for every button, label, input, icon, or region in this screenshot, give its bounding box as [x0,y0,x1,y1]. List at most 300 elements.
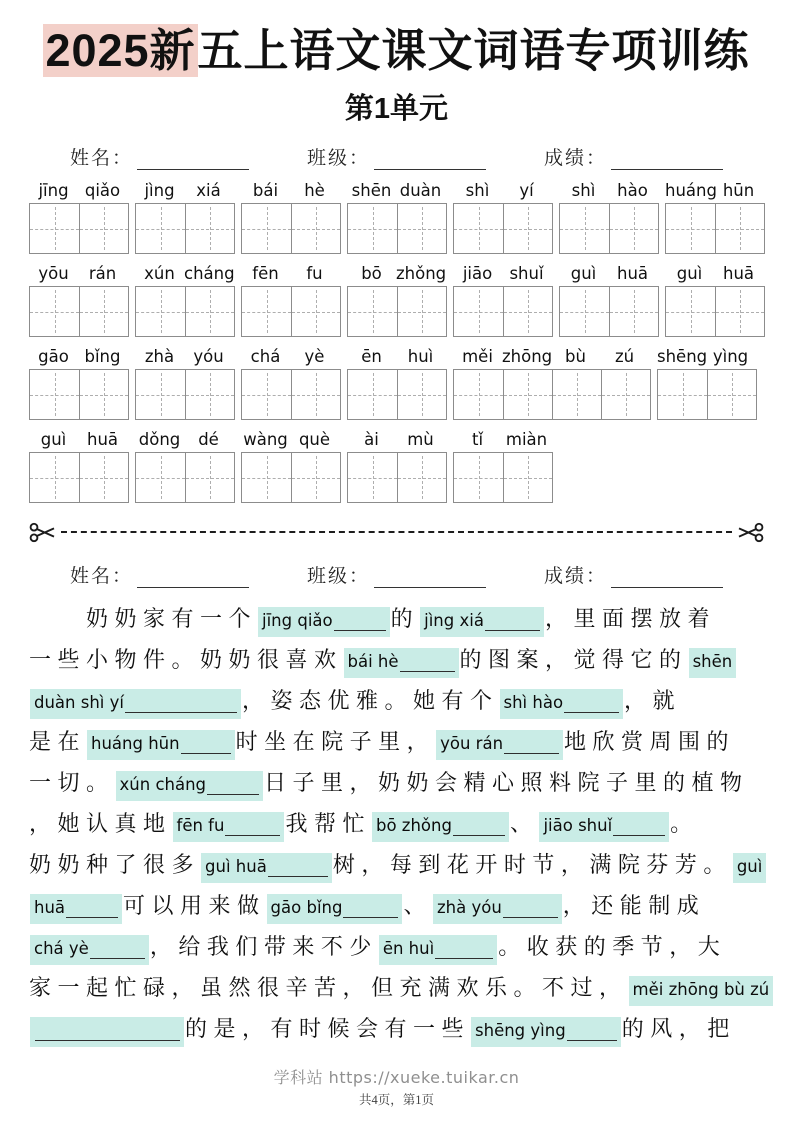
fill-blank [30,689,241,719]
pinyin-syllable: dé [198,430,219,449]
pinyin-word-group [347,342,447,420]
pinyin-syllable: huā [616,264,649,283]
blank-underline [503,917,558,918]
passage-text: 。 [670,811,699,836]
pinyin-syllable: shēn [351,181,392,200]
writing-cell [348,370,397,419]
pinyin-syllable: yìng [712,347,749,366]
passage-text: ，里面摆放着 [544,606,716,631]
class-field [307,561,486,588]
fill-blank [30,1017,184,1047]
fill-blank [436,730,563,760]
writing-cell [136,287,185,336]
class-blank-line [374,154,486,170]
writing-grid [347,203,447,254]
passage-text: 、 [403,893,432,918]
writing-cell [397,370,446,419]
pinyin-syllable: mù [407,430,434,449]
passage-text: 是在 [29,729,87,754]
blank-pinyin: bō zhǒng [375,816,452,836]
pinyin-syllable: zhōng [502,347,553,366]
blank-pinyin: ēn huì [382,939,435,959]
fill-blank [30,894,122,924]
pinyin-labels [347,425,447,452]
class-label: 班级： [306,148,370,169]
fill-blank [201,853,332,883]
pinyin-syllable: shuǐ [509,264,544,283]
score-label: 成绩： [544,148,608,169]
blank-pinyin: guì huā [205,857,267,877]
blank-pinyin: zhà yóu [436,898,502,918]
blank-underline [567,1040,617,1041]
writing-grid [453,286,553,337]
passage-line [29,844,764,885]
fill-blank [30,935,149,965]
fill-blank [689,648,737,678]
passage-text: 。收获的季节，大 [498,934,727,959]
blank-pinyin: jiāo shuǐ [543,816,613,836]
writing-cell [609,287,658,336]
pinyin-labels [347,342,447,369]
pinyin-grid-row [29,259,764,337]
writing-cell [185,287,234,336]
writing-grid [241,452,341,503]
pinyin-syllable: jīng [38,181,69,200]
scissors-icon [29,521,56,544]
pinyin-labels [453,176,553,203]
blank-underline [66,917,118,918]
pinyin-labels [29,425,129,452]
blank-pinyin: huáng hūn [91,734,180,754]
writing-grid [135,369,235,420]
pinyin-syllable: xiá [196,181,221,200]
name-field [70,561,249,588]
writing-grid [135,203,235,254]
passage-line [29,721,764,762]
fill-blank [420,607,544,637]
writing-cell [79,204,128,253]
pinyin-syllable: zhǒng [396,264,447,283]
passage-text: 可以用来做 [123,893,266,918]
writing-grid [241,369,341,420]
writing-cell [666,204,715,253]
pinyin-syllable: hào [617,181,648,200]
blank-pinyin: yōu rán [440,734,504,754]
title-rest: 五上语文课文词语专项训练 [197,25,750,76]
writing-grid [241,203,341,254]
writing-cell [454,204,503,253]
pinyin-word-group [657,342,757,420]
writing-cell [552,370,601,419]
fill-blank [433,894,562,924]
passage-text: 的 [390,606,420,631]
writing-cell [242,204,291,253]
name-field [70,143,249,170]
writing-grid [559,203,659,254]
writing-cell [242,453,291,502]
writing-cell [454,287,503,336]
pinyin-syllable: yè [304,347,325,366]
writing-cell [397,204,446,253]
blank-underline [613,835,665,836]
writing-cell [397,287,446,336]
writing-cell [397,453,446,502]
pinyin-word-group [453,425,553,503]
pinyin-syllable: shì [465,181,490,200]
blank-pinyin: duàn shì yí [34,693,124,713]
blank-pinyin: guì [736,857,763,877]
pinyin-grid-row [29,425,764,503]
writing-grid [29,369,129,420]
fill-blank [344,648,459,678]
passage-line [29,762,764,803]
pinyin-word-group [559,176,659,254]
writing-grid [29,203,129,254]
pinyin-syllable: bù [565,347,586,366]
pinyin-syllable: xún [144,264,175,283]
writing-cell [454,453,503,502]
passage-text: ，就 [624,688,682,713]
fill-blank [500,689,624,719]
scissors-icon [737,521,764,544]
pinyin-syllable: jìng [144,181,175,200]
pinyin-grid-rows [29,176,764,503]
pinyin-word-group [29,176,129,254]
blank-pinyin: jīng qiǎo [262,611,333,631]
score-blank-line [611,572,723,588]
pinyin-syllable: huì [407,347,434,366]
writing-grid [135,286,235,337]
blank-pinyin: jìng xiá [424,611,484,631]
passage-text: 我帮忙 [285,811,371,836]
pinyin-syllable: tǐ [471,430,484,449]
pinyin-syllable: bái [252,181,279,200]
passage-text: 一些小物件。奶奶很喜欢 [29,647,343,672]
passage-text: 树，每到花开时节，满院芬芳。 [332,852,732,877]
pinyin-word-group [453,342,651,420]
pinyin-syllable: gāo [38,347,69,366]
name-label: 姓名： [69,566,133,587]
writing-cell [503,370,552,419]
writing-cell [658,370,707,419]
passage-text: 日子里，奶奶会精心照料院子里的植物 [264,770,749,795]
pinyin-labels [135,425,235,452]
fill-blank [173,812,285,842]
pinyin-labels [657,342,757,369]
passage-line [29,803,764,844]
writing-cell [348,204,397,253]
pinyin-labels [347,259,447,286]
pinyin-syllable: guì [40,430,67,449]
pinyin-labels [29,342,129,369]
blank-pinyin: shì hào [503,693,564,713]
cut-line [29,519,764,545]
pinyin-word-group [135,259,235,337]
pinyin-word-group [241,176,341,254]
class-blank-line [374,572,486,588]
blank-underline [334,630,386,631]
fill-blank [87,730,235,760]
pinyin-word-group [241,342,341,420]
writing-cell [348,453,397,502]
fill-blank [471,1017,621,1047]
passage [29,598,770,1049]
writing-cell [291,204,340,253]
pinyin-labels [453,259,553,286]
writing-cell [291,453,340,502]
writing-grid [453,452,553,503]
class-field [307,143,486,170]
pinyin-syllable: hūn [722,181,755,200]
pinyin-syllable: chá [250,347,281,366]
fill-blank [733,853,767,883]
pinyin-labels [241,176,341,203]
writing-cell [348,287,397,336]
blank-underline [400,671,455,672]
pinyin-word-group [665,176,765,254]
passage-text: 一切。 [29,770,115,795]
passage-text: ，给我们带来不少 [149,934,378,959]
unit-subtitle: 第1单元 [344,93,449,125]
pinyin-labels [241,342,341,369]
pinyin-word-group [29,342,129,420]
pinyin-syllable: měi [462,347,493,366]
pinyin-syllable: hè [304,181,325,200]
blank-underline [207,794,259,795]
writing-cell [503,204,552,253]
pinyin-labels [135,259,235,286]
fill-blank [629,976,774,1006]
passage-line [29,885,764,926]
writing-grid [453,203,553,254]
name-blank-line [137,154,249,170]
blank-pinyin: fēn fu [176,816,225,836]
pinyin-syllable: zú [614,347,635,366]
blank-underline [268,876,328,877]
passage-text: 家一起忙碌，虽然很辛苦，但充满欢乐。不过， [29,975,628,1000]
writing-grid [453,369,651,420]
pinyin-syllable: huā [86,430,119,449]
passage-text: 的风，把 [621,1016,736,1041]
passage-line [29,1008,764,1049]
writing-grid [241,286,341,337]
page-footer [0,1065,793,1108]
blank-pinyin: bái hè [347,652,399,672]
passage-text: 奶奶家有一个 [29,606,258,631]
writing-cell [79,370,128,419]
pinyin-word-group [453,176,553,254]
passage-text: 奶奶种了很多 [29,852,201,877]
blank-underline [90,958,145,959]
class-label: 班级： [306,566,370,587]
pinyin-syllable: bō [361,264,382,283]
blank-pinyin: huā [34,898,66,918]
writing-cell [560,287,609,336]
pinyin-word-group [559,259,659,337]
pinyin-labels [453,342,651,369]
name-line-top [29,143,764,170]
pinyin-syllable: wàng [243,430,288,449]
writing-cell [30,453,79,502]
passage-text: 、 [509,811,539,836]
pinyin-syllable: yí [519,181,534,200]
passage-text: 的图案，觉得它的 [459,647,688,672]
writing-cell [30,287,79,336]
writing-cell [715,287,764,336]
passage-line [29,598,764,639]
pinyin-word-group [347,259,447,337]
pinyin-labels [135,176,235,203]
pinyin-syllable: bǐng [84,347,121,366]
pinyin-word-group [241,425,341,503]
fill-blank [267,894,403,924]
blank-underline [181,753,231,754]
pinyin-syllable: qiǎo [84,181,121,200]
pinyin-word-group [135,342,235,420]
pinyin-word-group [135,425,235,503]
writing-cell [503,287,552,336]
writing-grid [347,452,447,503]
pinyin-word-group [241,259,341,337]
writing-grid [665,203,765,254]
writing-cell [30,204,79,253]
pinyin-syllable: cháng [184,264,235,283]
pinyin-labels [665,259,765,286]
title-highlight: 2025新 [45,25,196,76]
writing-grid [135,452,235,503]
passage-line [29,926,764,967]
passage-text: 地欣赏周围的 [564,729,736,754]
pinyin-word-group [453,259,553,337]
pinyin-syllable: fēn [252,264,279,283]
blank-underline [35,1040,180,1041]
writing-cell [30,370,79,419]
pinyin-word-group [347,425,447,503]
writing-grid [347,286,447,337]
blank-pinyin: chá yè [34,939,89,959]
score-blank-line [611,154,723,170]
passage-text: ，姿态优雅。她有个 [241,688,499,713]
cut-dash-line [61,531,732,533]
passage-line [29,967,770,1008]
writing-cell [666,287,715,336]
passage-line [29,680,764,721]
writing-cell [291,287,340,336]
blank-underline [343,917,398,918]
pinyin-syllable: huáng [665,181,717,200]
pinyin-syllable: duàn [399,181,442,200]
passage-line [29,639,764,680]
passage-text: 时坐在院子里， [235,729,436,754]
pinyin-syllable: guì [570,264,597,283]
page-title [29,24,764,78]
pinyin-word-group [665,259,765,337]
pinyin-word-group [29,259,129,337]
pinyin-syllable: ài [364,430,379,449]
writing-cell [185,453,234,502]
blank-underline [225,835,280,836]
writing-grid [665,286,765,337]
writing-cell [136,370,185,419]
pinyin-labels [241,259,341,286]
writing-cell [185,370,234,419]
score-label: 成绩： [544,566,608,587]
writing-cell [503,453,552,502]
writing-cell [185,204,234,253]
pinyin-grid-row [29,342,764,420]
writing-cell [291,370,340,419]
writing-cell [707,370,756,419]
writing-grid [29,452,129,503]
pinyin-syllable: rán [88,264,117,283]
pinyin-syllable: miàn [505,430,548,449]
writing-cell [242,370,291,419]
pinyin-syllable: yóu [193,347,224,366]
blank-pinyin: měi zhōng bù zú [632,980,770,1000]
writing-cell [136,204,185,253]
pinyin-word-group [29,425,129,503]
fill-blank [372,812,509,842]
pinyin-syllable: shēng [657,347,708,366]
pinyin-syllable: jiāo [462,264,493,283]
score-field [544,561,723,588]
score-field [544,143,723,170]
passage-text: ，她认真地 [29,811,172,836]
writing-cell [79,453,128,502]
passage-text: 的是，有时候会有一些 [185,1016,471,1041]
pinyin-labels [241,425,341,452]
blank-pinyin: gāo bǐng [270,898,343,918]
pinyin-syllable: yōu [38,264,69,283]
pinyin-syllable: fu [306,264,323,283]
writing-cell [136,453,185,502]
fill-blank [379,935,497,965]
fill-blank [258,607,390,637]
writing-grid [347,369,447,420]
pinyin-syllable: shì [571,181,596,200]
blank-underline [125,712,237,713]
pinyin-labels [453,425,553,452]
blank-underline [453,835,505,836]
pinyin-syllable: què [298,430,331,449]
writing-cell [601,370,650,419]
footer-page-info: 共4页，第1页 [358,1093,434,1107]
pinyin-word-group [347,176,447,254]
pinyin-labels [29,259,129,286]
passage-text: ，还能制成 [562,893,706,918]
blank-pinyin: shēng yìng [475,1021,566,1041]
pinyin-syllable: dǒng [138,430,181,449]
pinyin-syllable: guì [676,264,703,283]
writing-grid [657,369,757,420]
blank-underline [435,958,493,959]
blank-pinyin: xún cháng [119,775,207,795]
name-blank-line [137,572,249,588]
pinyin-labels [347,176,447,203]
writing-cell [454,370,503,419]
writing-cell [715,204,764,253]
writing-cell [560,204,609,253]
pinyin-labels [559,259,659,286]
writing-cell [79,287,128,336]
blank-underline [485,630,540,631]
fill-blank [539,812,669,842]
pinyin-syllable: zhà [144,347,175,366]
pinyin-syllable: huā [722,264,755,283]
writing-cell [242,287,291,336]
writing-grid [559,286,659,337]
pinyin-labels [135,342,235,369]
